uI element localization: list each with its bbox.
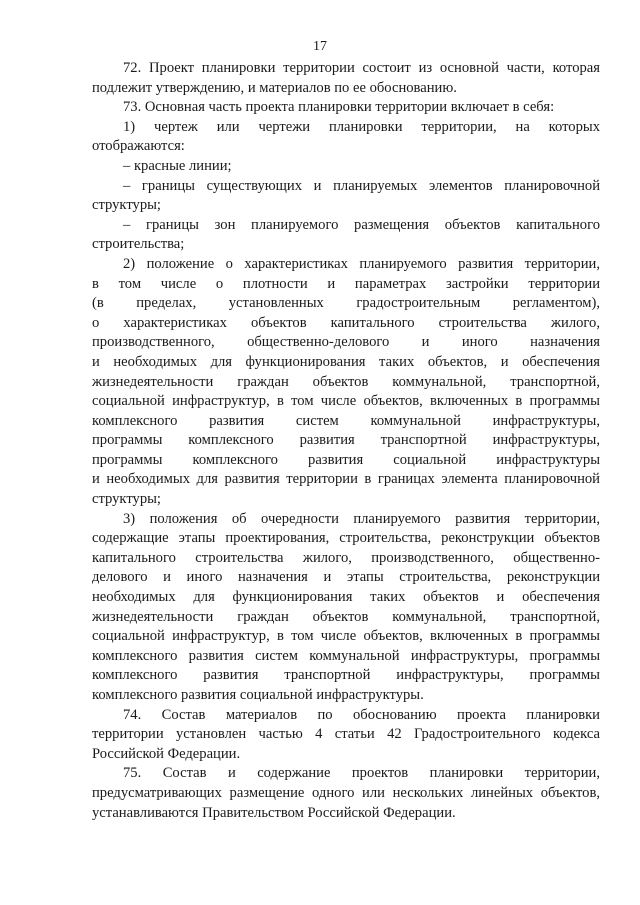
text-line: 2) положение о характеристиках планируемого развития территории, bbox=[123, 255, 600, 272]
text-line: 1) чертеж или чертежи планировки территории, на которых bbox=[123, 118, 600, 135]
text-line: социальной инфраструктур, в том числе объектов, включенных в программы bbox=[92, 628, 600, 645]
text-line: необходимых для функционирования таких объектов и обеспечения bbox=[92, 589, 600, 606]
text-line: – границы зон планируемого размещения объектов капитального bbox=[123, 216, 600, 233]
text-line: программы комплексного развития социальной инфраструктуры bbox=[92, 451, 600, 468]
text-line: 3) положения об очередности планируемого развития территории, bbox=[123, 510, 600, 527]
text-line: капитального строительства жилого, производственного, общественно- bbox=[92, 549, 600, 566]
text-line: делового и иного назначения и этапы строительства, реконструкции bbox=[92, 569, 600, 586]
page-number: 17 bbox=[313, 39, 327, 54]
text-line: комплексного развития систем коммунальной инфраструктуры, bbox=[92, 412, 600, 429]
text-line: комплексного развития социальной инфраструктуры. bbox=[92, 687, 424, 703]
text-line: жизнедеятельности граждан объектов коммунальной, транспортной, bbox=[92, 373, 600, 390]
text-line: предусматривающих размещение одного или нескольких линейных объектов, bbox=[92, 784, 600, 801]
text-line: 74. Состав материалов по обоснованию проекта планировки bbox=[123, 706, 600, 723]
text-line: (в пределах, установленных градостроительным регламентом), bbox=[92, 295, 600, 312]
text-line: и необходимых для функционирования таких объектов, и обеспечения bbox=[92, 353, 600, 370]
text-line: 73. Основная часть проекта планировки территории включает в себя: bbox=[123, 99, 555, 116]
text-line: о характеристиках объектов капитального строительства жилого, bbox=[92, 314, 600, 331]
text-line: – красные линии; bbox=[123, 157, 232, 174]
text-line: 72. Проект планировки территории состоит из основной части, которая bbox=[123, 60, 600, 76]
text-line: – границы существующих и планируемых элементов планировочной bbox=[123, 177, 600, 194]
text-line: производственного, общественно-делового и иного назначения bbox=[92, 334, 600, 351]
text-line: программы комплексного развития транспортной инфраструктуры, bbox=[92, 432, 600, 449]
text-line: жизнедеятельности граждан объектов коммунальной, транспортной, bbox=[92, 608, 600, 625]
text-line: 75. Состав и содержание проектов планировки территории, bbox=[123, 765, 600, 782]
text-line: Российской Федерации. bbox=[92, 745, 241, 762]
text-line: строительства; bbox=[92, 236, 185, 253]
text-line: комплексного развития систем коммунальной инфраструктуры, программы bbox=[92, 647, 600, 664]
document-body bbox=[92, 59, 600, 823]
text-line: комплексного развития транспортной инфраструктуры, программы bbox=[92, 667, 600, 684]
text-line: и необходимых для развития территории в границах элемента планировочной bbox=[92, 471, 600, 488]
text-line: социальной инфраструктур, в том числе объектов, включенных в программы bbox=[92, 393, 600, 410]
text-line: содержащие этапы проектирования, строительства, реконструкции объектов bbox=[92, 530, 600, 547]
text-line: территории установлен частью 4 статьи 42 Градостроительного кодекса bbox=[92, 726, 600, 743]
text-line: в том числе о плотности и параметрах застройки территории bbox=[92, 275, 600, 292]
text-line: структуры; bbox=[92, 491, 161, 508]
text-line: структуры; bbox=[92, 197, 161, 214]
text-line: отображаются: bbox=[92, 138, 185, 155]
text-line: подлежит утверждению, и материалов по ее обоснованию. bbox=[92, 79, 457, 96]
text-line: устанавливаются Правительством Российской Федерации. bbox=[92, 804, 456, 821]
